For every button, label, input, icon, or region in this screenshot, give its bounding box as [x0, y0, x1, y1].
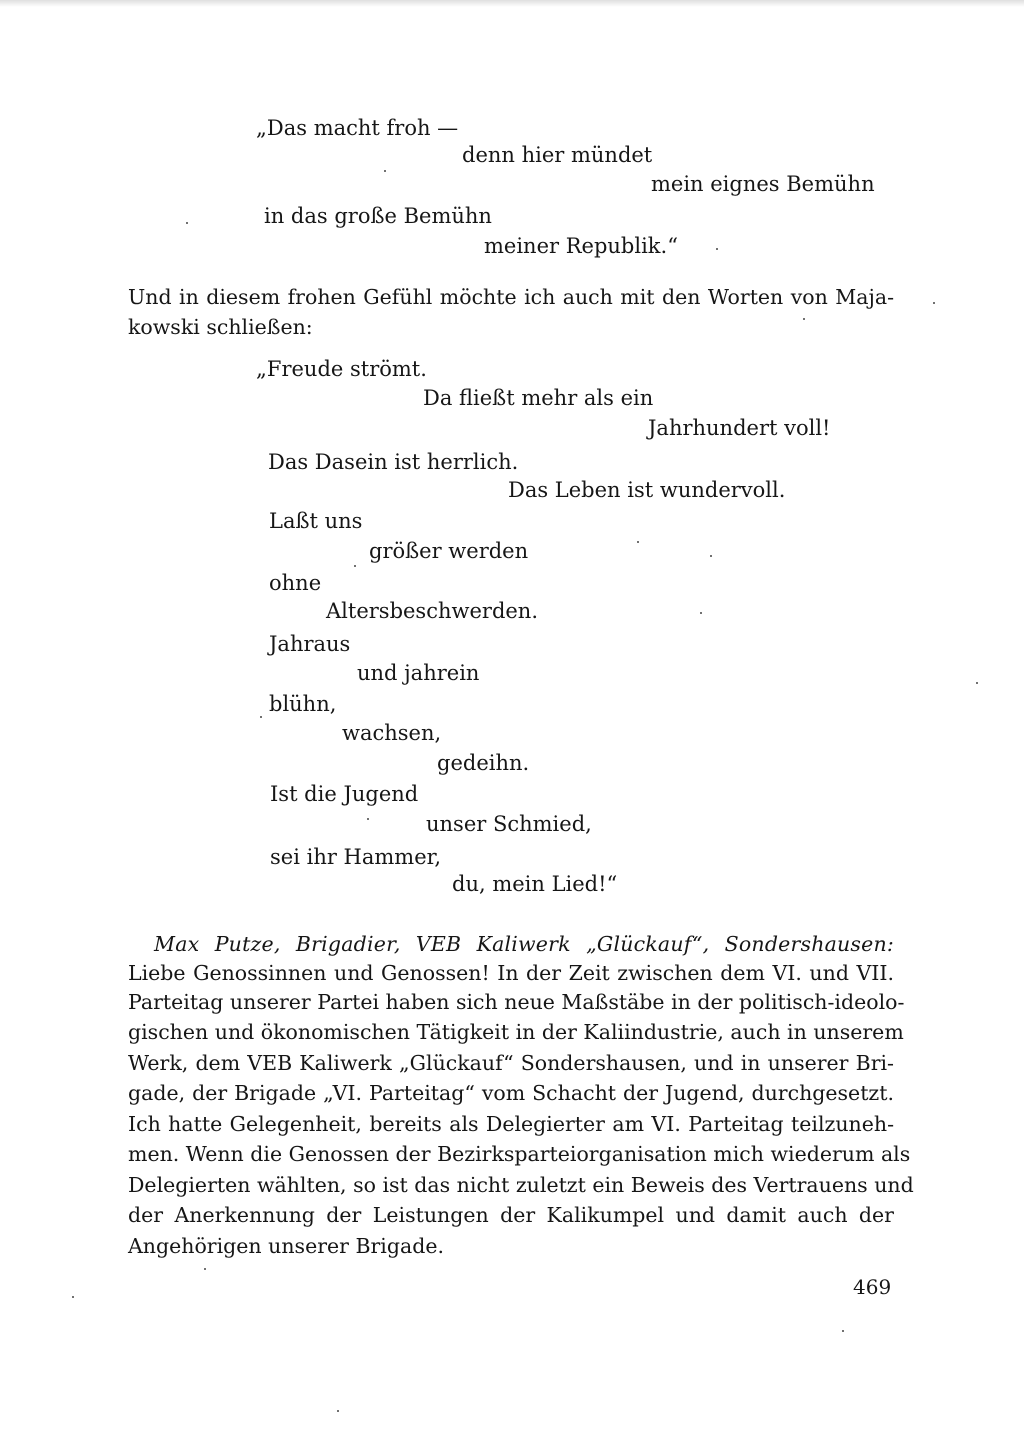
scan-speck [72, 1296, 74, 1298]
poem2-line: Ist die Jugend [270, 782, 419, 806]
scan-speck [700, 612, 702, 614]
scan-speck [367, 818, 369, 820]
speech-line: Delegierten wählten, so ist das nicht zuletzt ein Beweis des Vertrauens und [128, 1173, 914, 1197]
page-number: 469 [853, 1275, 892, 1299]
speech-line: men. Wenn die Genossen der Bezirksparteiorganisation mich wiederum als [128, 1142, 911, 1166]
poem2-line: und jahrein [357, 661, 480, 685]
scan-speck [204, 1268, 206, 1270]
scan-speck [637, 541, 639, 543]
scan-speck [354, 565, 356, 567]
scan-speck [842, 1330, 844, 1332]
poem1-line: „Das macht froh — [256, 116, 459, 140]
poem2-line: wachsen, [342, 721, 442, 745]
poem1-line: in das große Bemühn [264, 204, 492, 228]
poem2-line: Jahraus [269, 632, 351, 656]
intro-line: Und in diesem frohen Gefühl möchte ich auch mit den Worten von Maja- [128, 285, 894, 309]
poem2-line: unser Schmied, [426, 812, 592, 836]
poem2-line: Jahrhundert voll! [648, 416, 831, 440]
speech-line: Parteitag unserer Partei haben sich neue Maßstäbe in der politisch-ideolo- [128, 990, 905, 1014]
speech-line: Werk, dem VEB Kaliwerk „Glückauf“ Sondershausen, und in unserer Bri- [128, 1051, 894, 1075]
poem2-line: Laßt uns [269, 509, 363, 533]
scan-speck [384, 170, 386, 172]
scan-speck [716, 248, 718, 250]
poem2-line: größer werden [369, 539, 529, 563]
speech-line: Angehörigen unserer Brigade. [128, 1234, 444, 1258]
speaker-attribution: Max Putze, Brigadier, VEB Kaliwerk „Glückauf“, Sondershausen: [154, 932, 894, 956]
speech-line: der Anerkennung der Leistungen der Kalikumpel und damit auch der [128, 1203, 894, 1227]
scan-speck [710, 555, 712, 557]
poem2-line: ohne [269, 571, 322, 595]
poem1-line: meiner Republik.“ [484, 234, 678, 258]
poem2-line: Das Dasein ist herrlich. [268, 450, 519, 474]
scan-speck [260, 716, 262, 718]
scan-speck [186, 222, 188, 224]
poem2-line: sei ihr Hammer, [270, 845, 442, 869]
scan-speck [933, 302, 935, 304]
poem2-line: gedeihn. [437, 751, 530, 775]
poem2-line: blühn, [269, 692, 337, 716]
speech-line: gischen und ökonomischen Tätigkeit in der Kaliindustrie, auch in unserem [128, 1020, 904, 1044]
scan-speck [803, 318, 805, 320]
poem2-line: „Freude strömt. [256, 357, 427, 381]
scan-speck [976, 682, 978, 684]
poem2-line: du, mein Lied!“ [452, 872, 618, 896]
poem2-line: Altersbeschwerden. [326, 599, 539, 623]
poem2-line: Da fließt mehr als ein [423, 386, 654, 410]
poem1-line: denn hier mündet [462, 143, 653, 167]
scan-top-edge [0, 0, 1024, 7]
poem1-line: mein eignes Bemühn [651, 172, 875, 196]
scan-speck [337, 1410, 339, 1412]
speech-line: gade, der Brigade „VI. Parteitag“ vom Schacht der Jugend, durchgesetzt. [128, 1081, 894, 1105]
speech-line: Ich hatte Gelegenheit, bereits als Delegierter am VI. Parteitag teilzuneh- [128, 1112, 894, 1136]
intro-line: kowski schließen: [128, 315, 313, 339]
poem2-line: Das Leben ist wundervoll. [508, 478, 786, 502]
speech-line: Liebe Genossinnen und Genossen! In der Zeit zwischen dem VI. und VII. [128, 961, 894, 985]
